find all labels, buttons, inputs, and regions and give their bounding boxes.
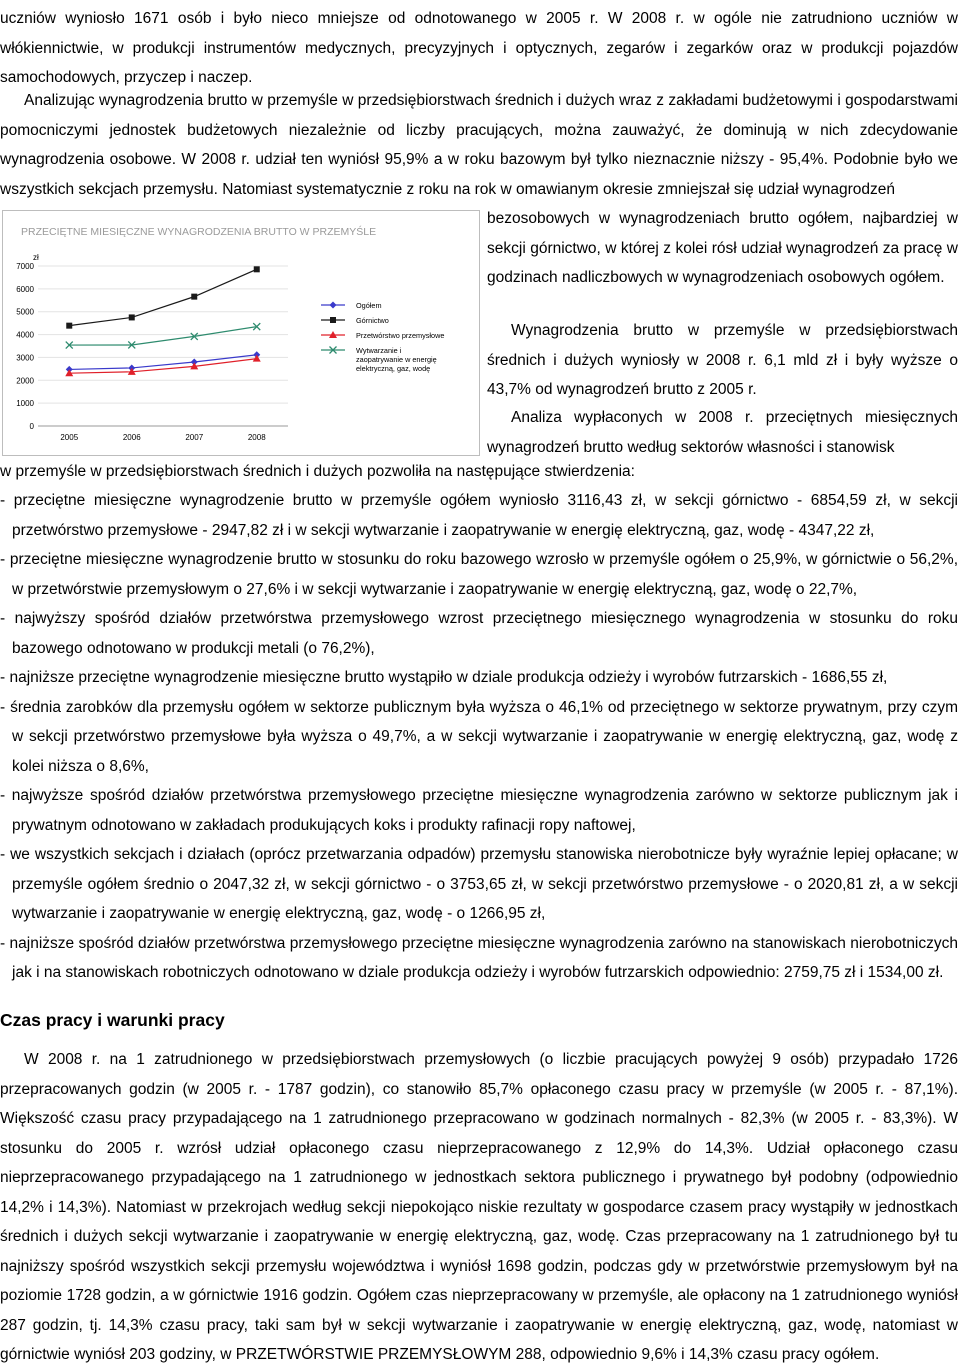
series-line (69, 327, 257, 345)
data-point (66, 323, 72, 329)
series-line (69, 269, 257, 325)
paragraph-side-nonpersonal: bezosobowych w wynagrodzeniach brutto ogółem, najbardziej w sekcji górnictwo, w której z kolei rósł udział wynagrodzeń za pracę w godzinach nadliczbowych w wynagrodzeniach osobowych ogółem. (487, 210, 958, 286)
list-item: - przeciętne miesięczne wynagrodzenie brutto w przemyśle ogółem wyniosło 3116,43 zł, w sekcji górnictwo - 6854,59 zł, w sekcji przetwórstwo przemysłowe - 2947,82 zł i w sekcji wytwarzanie i zaopatrywanie w energię elektryczną, gaz, wodę - 4347,22 zł, (0, 492, 958, 539)
chart-y-unit: zł (33, 253, 39, 262)
chart-series (65, 266, 261, 376)
legend-label: Ogółem (356, 301, 382, 310)
wages-chart-svg (3, 211, 481, 457)
y-tick-label: 3000 (16, 353, 34, 363)
data-point (191, 294, 197, 300)
legend-label: Przetwórstwo przemysłowe (356, 331, 445, 340)
y-tick-label: 4000 (16, 330, 34, 340)
list-item: - średnia zarobków dla przemysłu ogółem w sektorze publicznym była wyższa o 46,1% od przeciętnego w sektorze prywatnym, przy czym w sekcji przetwórstwo przemysłowe była wyższa o 49,7%, a w sekcji wytwarzanie i zaopatrywanie w energię elektryczną, gaz, wodę z kolei niższa o 8,6%, (0, 698, 958, 775)
data-point (254, 266, 260, 272)
y-tick-label: 2000 (16, 376, 34, 386)
y-tick-label: 1000 (16, 399, 34, 409)
paragraph-sectors-continued: w przemyśle w przedsiębiorstwach średnich i dużych pozwoliła na następujące stwierdzenia: (0, 463, 635, 480)
paragraph-working-time: W 2008 r. na 1 zatrudnionego w przedsiębiorstwach przemysłowych (o liczbie pracujących powyżej 9 osób) przypadało 1726 przepracowanych godzin (w 2005 r. - 1787 godzin), co stanowiło 85,7% opłaconego czasu pracy w przemyśle (w 2005 r. - 87,1%). Większość czasu pracy przypadającego na 1 zatrudnionego przepracowano w godzinach normalnych - 82,3% (w 2005 r. - 83,3%). W stosunku do 2005 r. wzrósł udział opłaconego czasu nieprzepracowanego z 12,9% do 14,3%. Udział opłaconego czasu nieprzepracowanego przypadającego na 1 zatrudnionego w jednostkach sektora publicznego i prywatnego był podobny (odpowiednio 14,2% i 14,3%). Natomiast w przekrojach według sekcji niepokojąco niskie rezultaty w gospodarce czasem pracy wystąpiły w jednostkach średnich i dużych sekcji wytwarzanie i zaopatrywanie w energię elektryczną, gaz, wodę. Czas przepracowany na 1 zatrudnionego był tu najniższy spośród wszystkich sekcji przemysłu województwa i wyniósł 1698 godzin, podczas gdy w przetwórstwie przemysłowym był na poziomie 1728 godzin, a w górnictwie 1916 godzin. Ogółem czas nieprzepracowany w przemyśle, ale opłacony na 1 zatrudnionego wyniósł 287 godzin, tj. 14,3% czasu pracy, taki sam był w sekcji wytwarzanie i zaopatrywanie w energię elektryczną, gaz, wodę, natomiast w górnictwie wyniósł 203 godziny, w PRZETWÓRSTWIE PRZEMYSŁOWYM 288, odpowiednio 9,6% i 14,3% czasu pracy ogółem. (0, 1051, 958, 1363)
paragraph-side-sectors: Analiza wypłaconych w 2008 r. przeciętnych miesięcznych wynagrodzeń brutto według sektorów własności i stanowisk (487, 409, 958, 456)
list-item: - najniższe przeciętne wynagrodzenie miesięczne brutto wystąpiło w dziale produkcja odzieży i wyrobów futrzarskich - 1686,55 zł, (0, 669, 888, 686)
data-series (66, 266, 260, 328)
chart-legend (321, 301, 444, 373)
data-series (66, 323, 261, 348)
list-item: - we wszystkich sekcjach i działach (oprócz przetwarzania odpadów) przemysłu stanowiska nierobotnicze były wyraźnie lepiej opłacane; w przemyśle ogółem średnio o 2047,32 zł, w sekcji górnictwo - o 3753,65 zł, w sekcji przetwórstwo przemysłowe - o 2020,81 zł, a w sekcji wytwarzanie i zaopatrywanie w energię elektryczną, gaz, wodę - o 1266,95 zł, (0, 846, 958, 922)
series-line (69, 359, 257, 374)
section-heading: Czas pracy i warunki pracy (0, 1010, 225, 1030)
data-point (330, 302, 337, 309)
paragraph-side-total-wages: Wynagrodzenia brutto w przemyśle w przedsiębiorstwach średnich i dużych wyniosły w 2008 r. 6,1 mld zł i były wyższe o 43,7% od wynagrodzeń brutto z 2005 r. (487, 322, 958, 398)
x-tick-label: 2008 (247, 433, 266, 442)
legend-entry (321, 301, 382, 310)
list-item: - przeciętne miesięczne wynagrodzenie brutto w stosunku do roku bazowego wzrosło w przemyśle ogółem o 25,9%, w górnictwie o 56,2%, w przetwórstwie przemysłowym o 27,6% i w sekcji wytwarzanie i zaopatrywanie w energię elektryczną, gaz, wodę o 22,7%, (0, 551, 958, 598)
legend-entry (321, 316, 389, 325)
x-tick-label: 2005 (60, 433, 79, 442)
y-tick-label: 6000 (16, 284, 34, 294)
chart-title: PRZECIĘTNE MIESIĘCZNE WYNAGRODZENIA BRUTTO W PRZEMYŚLE (21, 226, 377, 238)
x-tick-label: 2007 (185, 433, 204, 442)
y-tick-label: 5000 (16, 307, 34, 317)
paragraph-wages-analysis: Analizując wynagrodzenia brutto w przemyśle w przedsiębiorstwach średnich i dużych wraz z zakładami budżetowymi i gospodarstwami pomocniczymi jednostek budżetowych niezależnie od liczby pracujących, można zauważyć, że dominują w nich zdecydowanie wynagrodzenia osobowe. W 2008 r. udział ten wyniósł 95,9% a w roku bazowym był tylko nieznacznie niższy - 95,4%. Podobnie było we wszystkich sekcjach przemysłu. Natomiast systematycznie z roku na rok w omawianym okresie zmniejszał się udział wynagrodzeń (0, 92, 958, 198)
list-item: - najwyższy spośród działów przetwórstwa przemysłowego wzrost przeciętnego miesięcznego wynagrodzenia w stosunku do roku bazowego odnotowano w produkcji metali (o 76,2%), (0, 610, 958, 657)
legend-label: Wytwarzanie i zaopatrywanie w energię elektryczną, gaz, wodę (356, 346, 437, 373)
legend-entry (321, 346, 437, 373)
data-point (330, 317, 336, 323)
y-tick-label: 7000 (16, 262, 34, 271)
y-tick-label: 0 (29, 422, 34, 431)
legend-entry (321, 331, 444, 340)
x-tick-label: 2006 (122, 433, 141, 442)
legend-label: Górnictwo (356, 316, 389, 325)
data-point (129, 314, 135, 320)
list-item: - najwyższe spośród działów przetwórstwa przemysłowego przeciętne miesięczne wynagrodzenia zarówno w sektorze publicznym jak i prywatnym odnotowano w zakładach produkujących koks i produkty rafinacji ropy naftowej, (0, 787, 958, 834)
wages-chart (2, 210, 480, 456)
chart-gridlines (38, 266, 288, 403)
list-item: - najniższe spośród działów przetwórstwa przemysłowego przeciętne miesięczne wynagrodzenia zarówno na stanowiskach nierobotniczych jak i na stanowiskach robotniczych odnotowano w dziale produkcja odzieży i wyrobów futrzarskich odpowiednio: 2759,75 zł i 1534,00 zł. (0, 934, 958, 981)
findings-list (0, 486, 958, 988)
paragraph-intro: uczniów wyniosło 1671 osób i było nieco mniejsze od odnotowanego w 2005 r. W 2008 r. w ogóle nie zatrudniono uczniów w włókiennictwie, w produkcji instrumentów medycznych, precyzyjnych i optycznych, zegarów i zegarków oraz w produkcji pojazdów samochodowych, przyczep i naczep. (0, 10, 958, 86)
